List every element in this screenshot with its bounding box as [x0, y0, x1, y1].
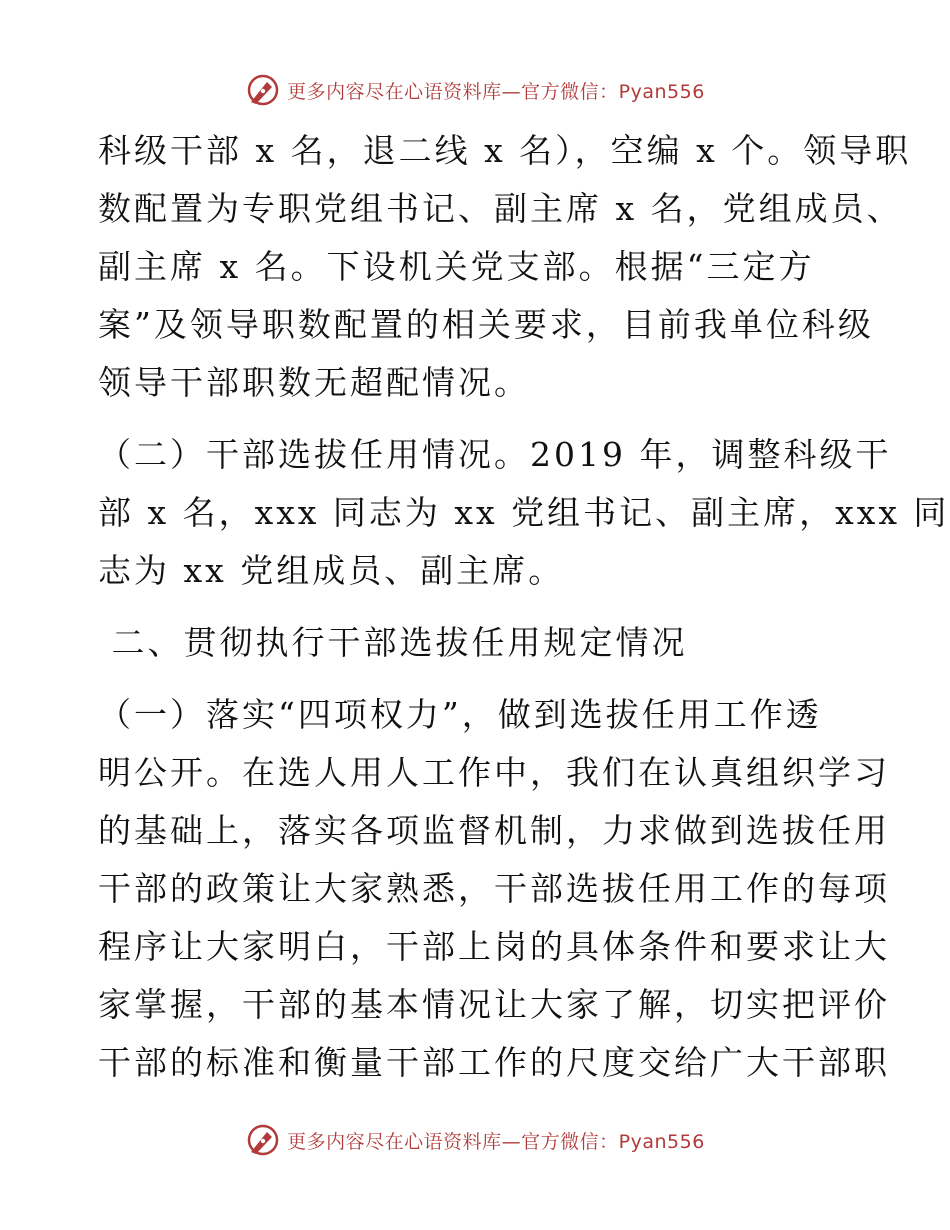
text-line: 领导干部职数无超配情况。: [98, 363, 530, 402]
text-line: 干部的政策让大家熟悉，干部选拔任用工作的每项: [98, 869, 890, 908]
text-line: 干部的标准和衡量干部工作的尺度交给广大干部职: [98, 1043, 890, 1082]
pen-nib-circle-icon: [245, 1122, 281, 1158]
text-line: 明公开。在选人用人工作中，我们在认真组织学习: [98, 753, 890, 792]
watermark-text: 更多内容尽在心语资料库—官方微信：Pyan556: [287, 80, 705, 103]
watermark-text: 更多内容尽在心语资料库—官方微信：Pyan556: [287, 1130, 705, 1153]
text-line: 家掌握，干部的基本情况让大家了解，切实把评价: [98, 985, 890, 1024]
paragraph-selection: [98, 426, 950, 600]
heading-line: 二、贯彻执行干部选拔任用规定情况: [98, 623, 688, 662]
header-watermark: [0, 68, 950, 112]
text-line: 数配置为专职党组书记、副主席 x 名，党组成员、: [98, 189, 903, 228]
paragraph-four-powers: [98, 686, 890, 1092]
text-line: 程序让大家明白，干部上岗的具体条件和要求让大: [98, 927, 890, 966]
text-line: 案”及领导职数配置的相关要求，目前我单位科级: [98, 305, 874, 344]
pen-nib-circle-icon: [245, 72, 281, 108]
text-line: 志为 xx 党组成员、副主席。: [98, 551, 565, 590]
text-line: （二）干部选拔任用情况。2019 年，调整科级干: [98, 435, 892, 474]
text-line: 副主席 x 名。下设机关党支部。根据“三定方: [98, 247, 815, 286]
footer-watermark: [0, 1118, 950, 1162]
text-line: 的基础上，落实各项监督机制，力求做到选拔任用: [98, 811, 890, 850]
text-line: 科级干部 x 名，退二线 x 名），空编 x 个。领导职: [98, 131, 912, 170]
section-heading: [98, 614, 858, 672]
paragraph-staffing: [98, 122, 912, 412]
text-line: （一）落实“四项权力”，做到选拔任用工作透: [98, 695, 822, 734]
document-body: [98, 122, 950, 1092]
text-line: 部 x 名，xxx 同志为 xx 党组书记、副主席，xxx 同: [98, 493, 950, 532]
